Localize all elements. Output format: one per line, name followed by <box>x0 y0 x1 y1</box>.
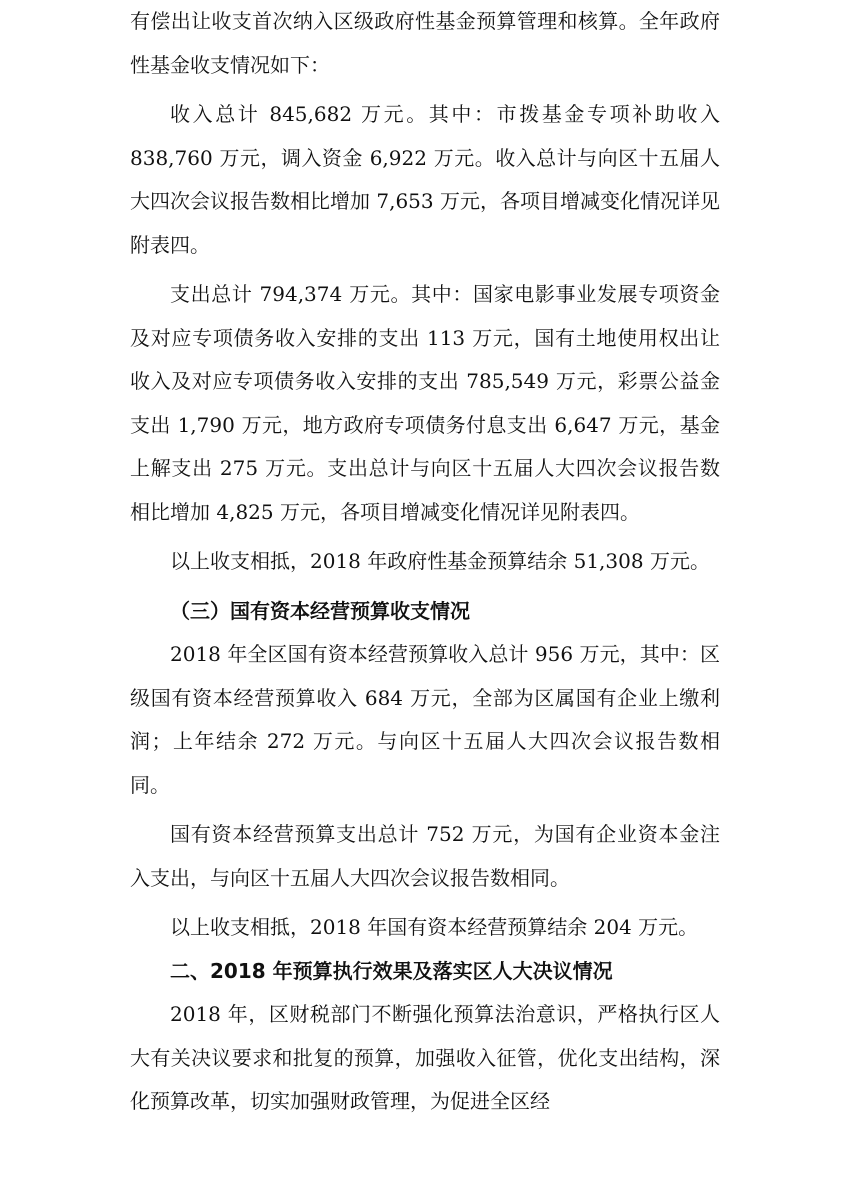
section-heading-state-capital: （三）国有资本经营预算收支情况 <box>170 598 470 623</box>
paragraph-capital-revenue: 2018 年全区国有资本经营预算收入总计 956 万元，其中：区级国有资本经营预算收入 684 万元，全部为区属国有企业上缴利润；上年结余 272 万元。与向区十五届人大四次会议报告数相同。 <box>130 642 720 797</box>
paragraph-budget-effects: 2018 年，区财税部门不断强化预算法治意识，严格执行区人大有关决议要求和批复的预算，加强收入征管，优化支出结构，深化预算改革，切实加强财政管理，为促进全区经 <box>130 1002 720 1113</box>
section-heading-budget-effects: 二、2018 年预算执行效果及落实区人大决议情况 <box>170 958 613 983</box>
paragraph-continuation: 有偿出让收支首次纳入区级政府性基金预算管理和核算。全年政府性基金收支情况如下： <box>130 9 720 77</box>
paragraph-capital-expenditure: 国有资本经营预算支出总计 752 万元，为国有企业资本金注入支出，与向区十五届人大四次会议报告数相同。 <box>130 822 720 890</box>
paragraph-fund-balance: 以上收支相抵，2018 年政府性基金预算结余 51,308 万元。 <box>170 549 710 573</box>
paragraph-fund-expenditure: 支出总计 794,374 万元。其中：国家电影事业发展专项资金及对应专项债务收入安排的支出 113 万元，国有土地使用权出让收入及对应专项债务收入安排的支出 785,549 万元，彩票公益金支出 1,790 万元，地方政府专项债务付息支出 6,647 万元，基金上解支出 275 万元。支出总计与向区十五届人大四次会议报告数相比增加 4,825 万元，各项目增减变化情况详见附表四。 <box>130 282 720 524</box>
paragraph-fund-revenue: 收入总计 845,682 万元。其中：市拨基金专项补助收入 838,760 万元，调入资金 6,922 万元。收入总计与向区十五届人大四次会议报告数相比增加 7,653 万元，各项目增减变化情况详见附表四。 <box>130 102 720 257</box>
paragraph-capital-balance: 以上收支相抵，2018 年国有资本经营预算结余 204 万元。 <box>170 915 699 939</box>
document-page <box>130 0 720 1124</box>
